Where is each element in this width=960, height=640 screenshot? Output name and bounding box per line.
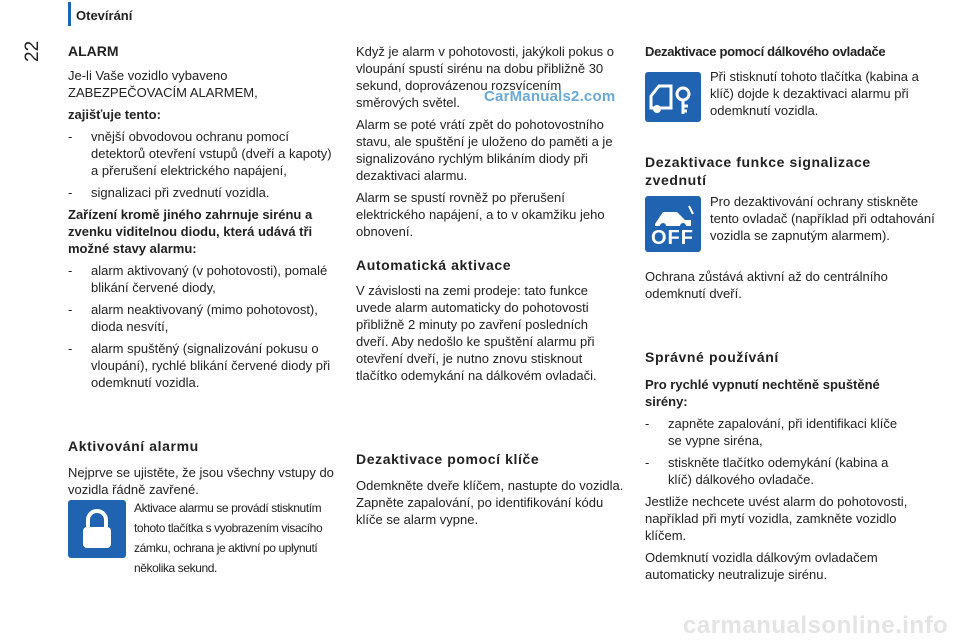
alarm-power-text: Alarm se spustí rovněž po přerušení elektrického napájení, a to v okamžiku jeho obnovení. [356,190,605,239]
list-item: - stiskněte tlačítko odemykání (kabina a klíč) dálkového ovladače. [645,455,889,487]
remote-deactivation-heading: Dezaktivace pomocí dálkového ovladače [645,44,886,59]
section-title: Otevírání [76,8,133,23]
tow-off-icon [645,196,701,252]
key-deactivation-section [356,450,624,533]
section-marker [68,2,71,26]
list-item: - signalizaci při zvednutí vozidla. [68,185,270,200]
lift-signal-heading: Dezaktivace funkce signalizace zvednutí [645,154,871,188]
footer-watermark: carmanualsonline.info [683,612,949,639]
remote-deactivation-text: Při stisknutí tohoto tlačítka (kabina a klíč) dojde k dezaktivaci alarmu při odemknutí vozidla. [710,69,919,118]
list-item: - zapněte zapalování, při identifikaci klíče se vypne siréna, [645,416,898,448]
list-item: - alarm aktivovaný (v pohotovosti), pomalé blikání červené diody, [68,263,328,295]
usage-section [645,348,910,588]
usage-label: Pro rychlé vypnutí nechtěně spuštěné sirény: [645,377,880,409]
key-deactivation-heading: Dezaktivace pomocí klíče [356,451,540,467]
lift-signal-note: Ochrana zůstává aktivní až do centrálního odemknutí dveří. [645,269,888,301]
padlock-icon [68,500,126,558]
auto-activation-heading: Automatická aktivace [356,257,512,273]
list-item: - alarm neaktivovaný (mimo pohotovost), dioda nesvítí, [68,302,318,334]
activation-section [68,437,343,503]
alarm-states-list [68,262,336,391]
usage-remote-text: Odemknutí vozidla dálkovým ovladačem automaticky neutralizuje sirénu. [645,550,878,582]
column-left [68,43,336,396]
activation-text: Nejprve se ujistěte, že jsou všechny vstupy do vozidla řádně zavřené. [68,465,334,497]
usage-heading: Správné používání [645,349,779,365]
device-note: Zařízení kromě jiného zahrnuje sirénu a zvenku viditelnou diodu, která udává tři možné stavy alarmu: [68,207,313,256]
page-number: 22 [22,40,43,62]
off-label: OFF [651,227,694,249]
key-deactivation-text: Odemkněte dveře klíčem, nastupte do vozidla. Zapněte zapalování, po identifikování kódu klíče se alarm vypne. [356,478,624,527]
watermark: CarManuals2.com [484,88,616,105]
alarm-siren-text: Když je alarm v pohotovosti, jakýkoli pokus o vloupání spustí sirénu na dobu přibližně 30 sekund, doprovázenou rozsvícením směrových světel. [356,44,614,110]
column-middle [356,43,624,245]
alarm-intro: Je-li Vaše vozidlo vybaveno ZABEZPEČOVACÍM ALARMEM, [68,68,258,100]
list-item: - vnější obvodovou ochranu pomocí detektorů otevření vstupů (dveří a kapoty) a přerušení elektrického napájení, [68,129,332,178]
list-item: - alarm spuštěný (signalizování pokusu o vloupání), rychlé blikání červené diody při odemknutí vozidla. [68,341,331,390]
lift-signal-section [645,153,900,189]
alarm-heading: ALARM [68,43,119,59]
lift-signal-text: Pro dezaktivování ochrany stiskněte tento ovladač (například při odtahování vozidla se zapnutým alarmem). [710,194,935,243]
activation-note: Aktivace alarmu se provádí stisknutím tohoto tlačítka s vyobrazením visacího zámku, ochrana je aktivní po uplynutí několika sekund. [134,501,323,575]
ensures-list [68,128,336,201]
alarm-memory-text: Alarm se poté vrátí zpět do pohotovostního stavu, ale spuštění je uloženo do paměti a je signalizováno rychlým blikáním diody při dezaktivaci alarmu. [356,117,613,183]
usage-wash-text: Jestliže nechcete uvést alarm do pohotovosti, například při mytí vozidla, zamkněte vozidlo klíčem. [645,494,908,543]
auto-activation-text: V závislosti na zemi prodeje: tato funkce uvede alarm automaticky do pohotovosti přibližně 2 minuty po zavření posledních dveří. Aby nedošlo ke spuštění alarmu při otevření dveří, je nutno znovu stisknout tlačítko odemykání na dálkovém ovladači. [356,283,597,383]
cab-key-icon [645,72,701,122]
auto-activation-section [356,256,624,389]
activation-heading: Aktivování alarmu [68,438,199,454]
usage-list [645,415,910,488]
ensures-label: zajišťuje tento: [68,107,161,122]
